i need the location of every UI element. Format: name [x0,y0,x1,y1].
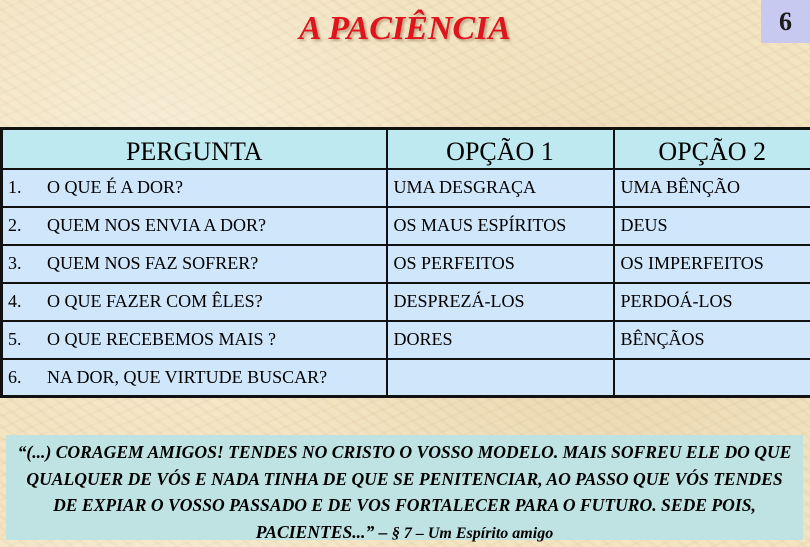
question-text: NA DOR, QUE VIRTUDE BUSCAR? [47,367,327,387]
option2-cell: OS IMPERFEITOS [614,245,810,283]
option1-cell: DORES [387,321,614,359]
question-table [0,127,810,398]
quote-box [6,435,803,540]
row-number: 1. [3,177,47,198]
question-cell [2,207,387,245]
question-cell [2,283,387,321]
row-number: 3. [3,253,47,274]
header-option1: OPÇÃO 1 [387,129,614,169]
option2-cell: UMA BÊNÇÃO [614,169,810,207]
option1-cell: DESPREZÁ-LOS [387,283,614,321]
option1-cell: OS MAUS ESPÍRITOS [387,207,614,245]
header-question: PERGUNTA [2,129,387,169]
row-number: 4. [3,291,47,312]
table-row [2,245,810,283]
header-option2: OPÇÃO 2 [614,129,810,169]
page-number-badge: 6 [761,0,810,43]
option2-cell: PERDOÁ-LOS [614,283,810,321]
question-cell [2,169,387,207]
table-row [2,207,810,245]
row-number: 6. [3,367,47,388]
question-cell [2,321,387,359]
option2-cell [614,359,810,397]
option2-cell: BÊNÇÃOS [614,321,810,359]
table-row [2,359,810,397]
row-number: 5. [3,329,47,350]
question-text: O QUE É A DOR? [47,177,183,197]
row-number: 2. [3,215,47,236]
quote-text: “(...) CORAGEM AMIGOS! TENDES NO CRISTO O VOSSO MODELO. MAIS SOFREU ELE DO QUE QUALQUER DE VÓS E NADA TINHA DE QUE SE PENITENCIAR, AO PASSO QUE VÓS TENDES DE EXPIAR O VOSSO PASSADO E DE VOS FORTALECER PARA O FUTURO. SEDE POIS, PACIENTES...” – [18,442,792,542]
table-header-row [2,129,810,169]
option1-cell: OS PERFEITOS [387,245,614,283]
question-text: QUEM NOS ENVIA A DOR? [47,215,266,235]
question-text: O QUE RECEBEMOS MAIS ? [47,329,276,349]
table-row [2,169,810,207]
question-cell [2,359,387,397]
option1-cell: UMA DESGRAÇA [387,169,614,207]
question-text: O QUE FAZER COM ÊLES? [47,291,263,311]
question-text: QUEM NOS FAZ SOFRER? [47,253,258,273]
table-row [2,283,810,321]
quote-attribution: § 7 – Um Espírito amigo [392,525,553,542]
page-title: A PACIÊNCIA [0,10,810,48]
table-row [2,321,810,359]
option2-cell: DEUS [614,207,810,245]
question-cell [2,245,387,283]
option1-cell [387,359,614,397]
